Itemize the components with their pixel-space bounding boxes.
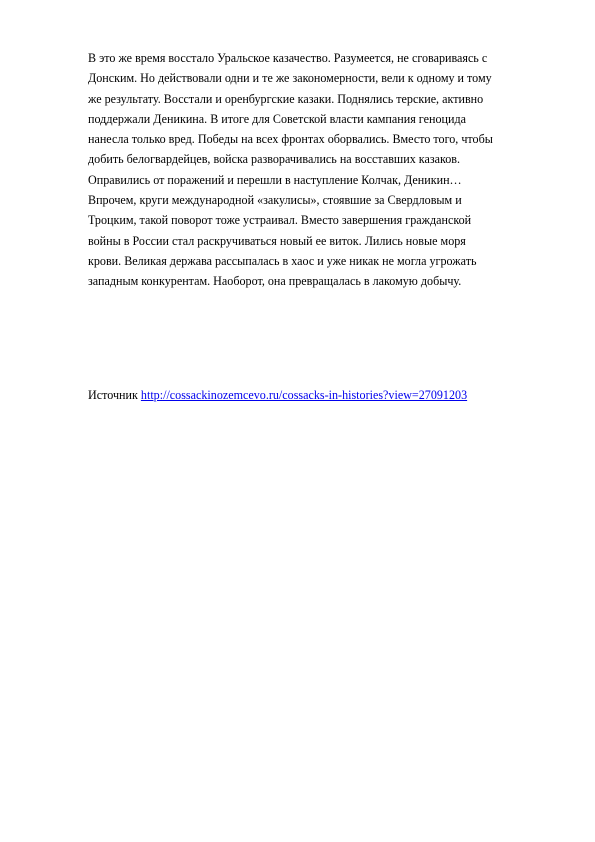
source-link[interactable]: http://cossackinozemcevo.ru/cossacks-in-histories?view=27091203 [140,388,468,402]
paragraph-line: нанесла только вред. Победы на всех фронтах оборвались. Вместо того, чтобы [88,132,493,147]
paragraph-line: Троцким, такой поворот тоже устраивал. Вместо завершения гражданской [88,213,472,228]
paragraph-line: поддержали Деникина. В итоге для Советской власти кампания геноцида [88,111,466,126]
paragraph-line: крови. Великая держава рассыпалась в хаос и уже никак не могла угрожать [88,253,477,268]
paragraph-line: добить белогвардейцев, войска разворачивались на восставших казаков. [88,152,461,167]
paragraph-line: В это же время восстало Уральское казачество. Разумеется, не сговариваясь с [88,51,488,65]
paragraph-line: западным конкурентам. Наоборот, она превращалась в лакомую добычу. [88,274,462,289]
paragraph-line: Впрочем, круги международной «закулисы», стоявшие за Свердловым и [88,193,462,208]
paragraph-line: Оправились от поражений и перешли в наступление Колчак, Деникин… [88,172,462,187]
paragraph-line: войны в России стал раскручиваться новый ее виток. Лились новые моря [88,233,466,248]
paragraph-line: Донским. Но действовали одни и те же закономерности, вели к одному и тому [88,71,492,86]
source-line [88,385,467,405]
body-paragraph [88,48,558,292]
paragraph-line: же результату. Восстали и оренбургские казаки. Поднялись терские, активно [88,91,484,106]
source-label: Источник [88,388,138,402]
